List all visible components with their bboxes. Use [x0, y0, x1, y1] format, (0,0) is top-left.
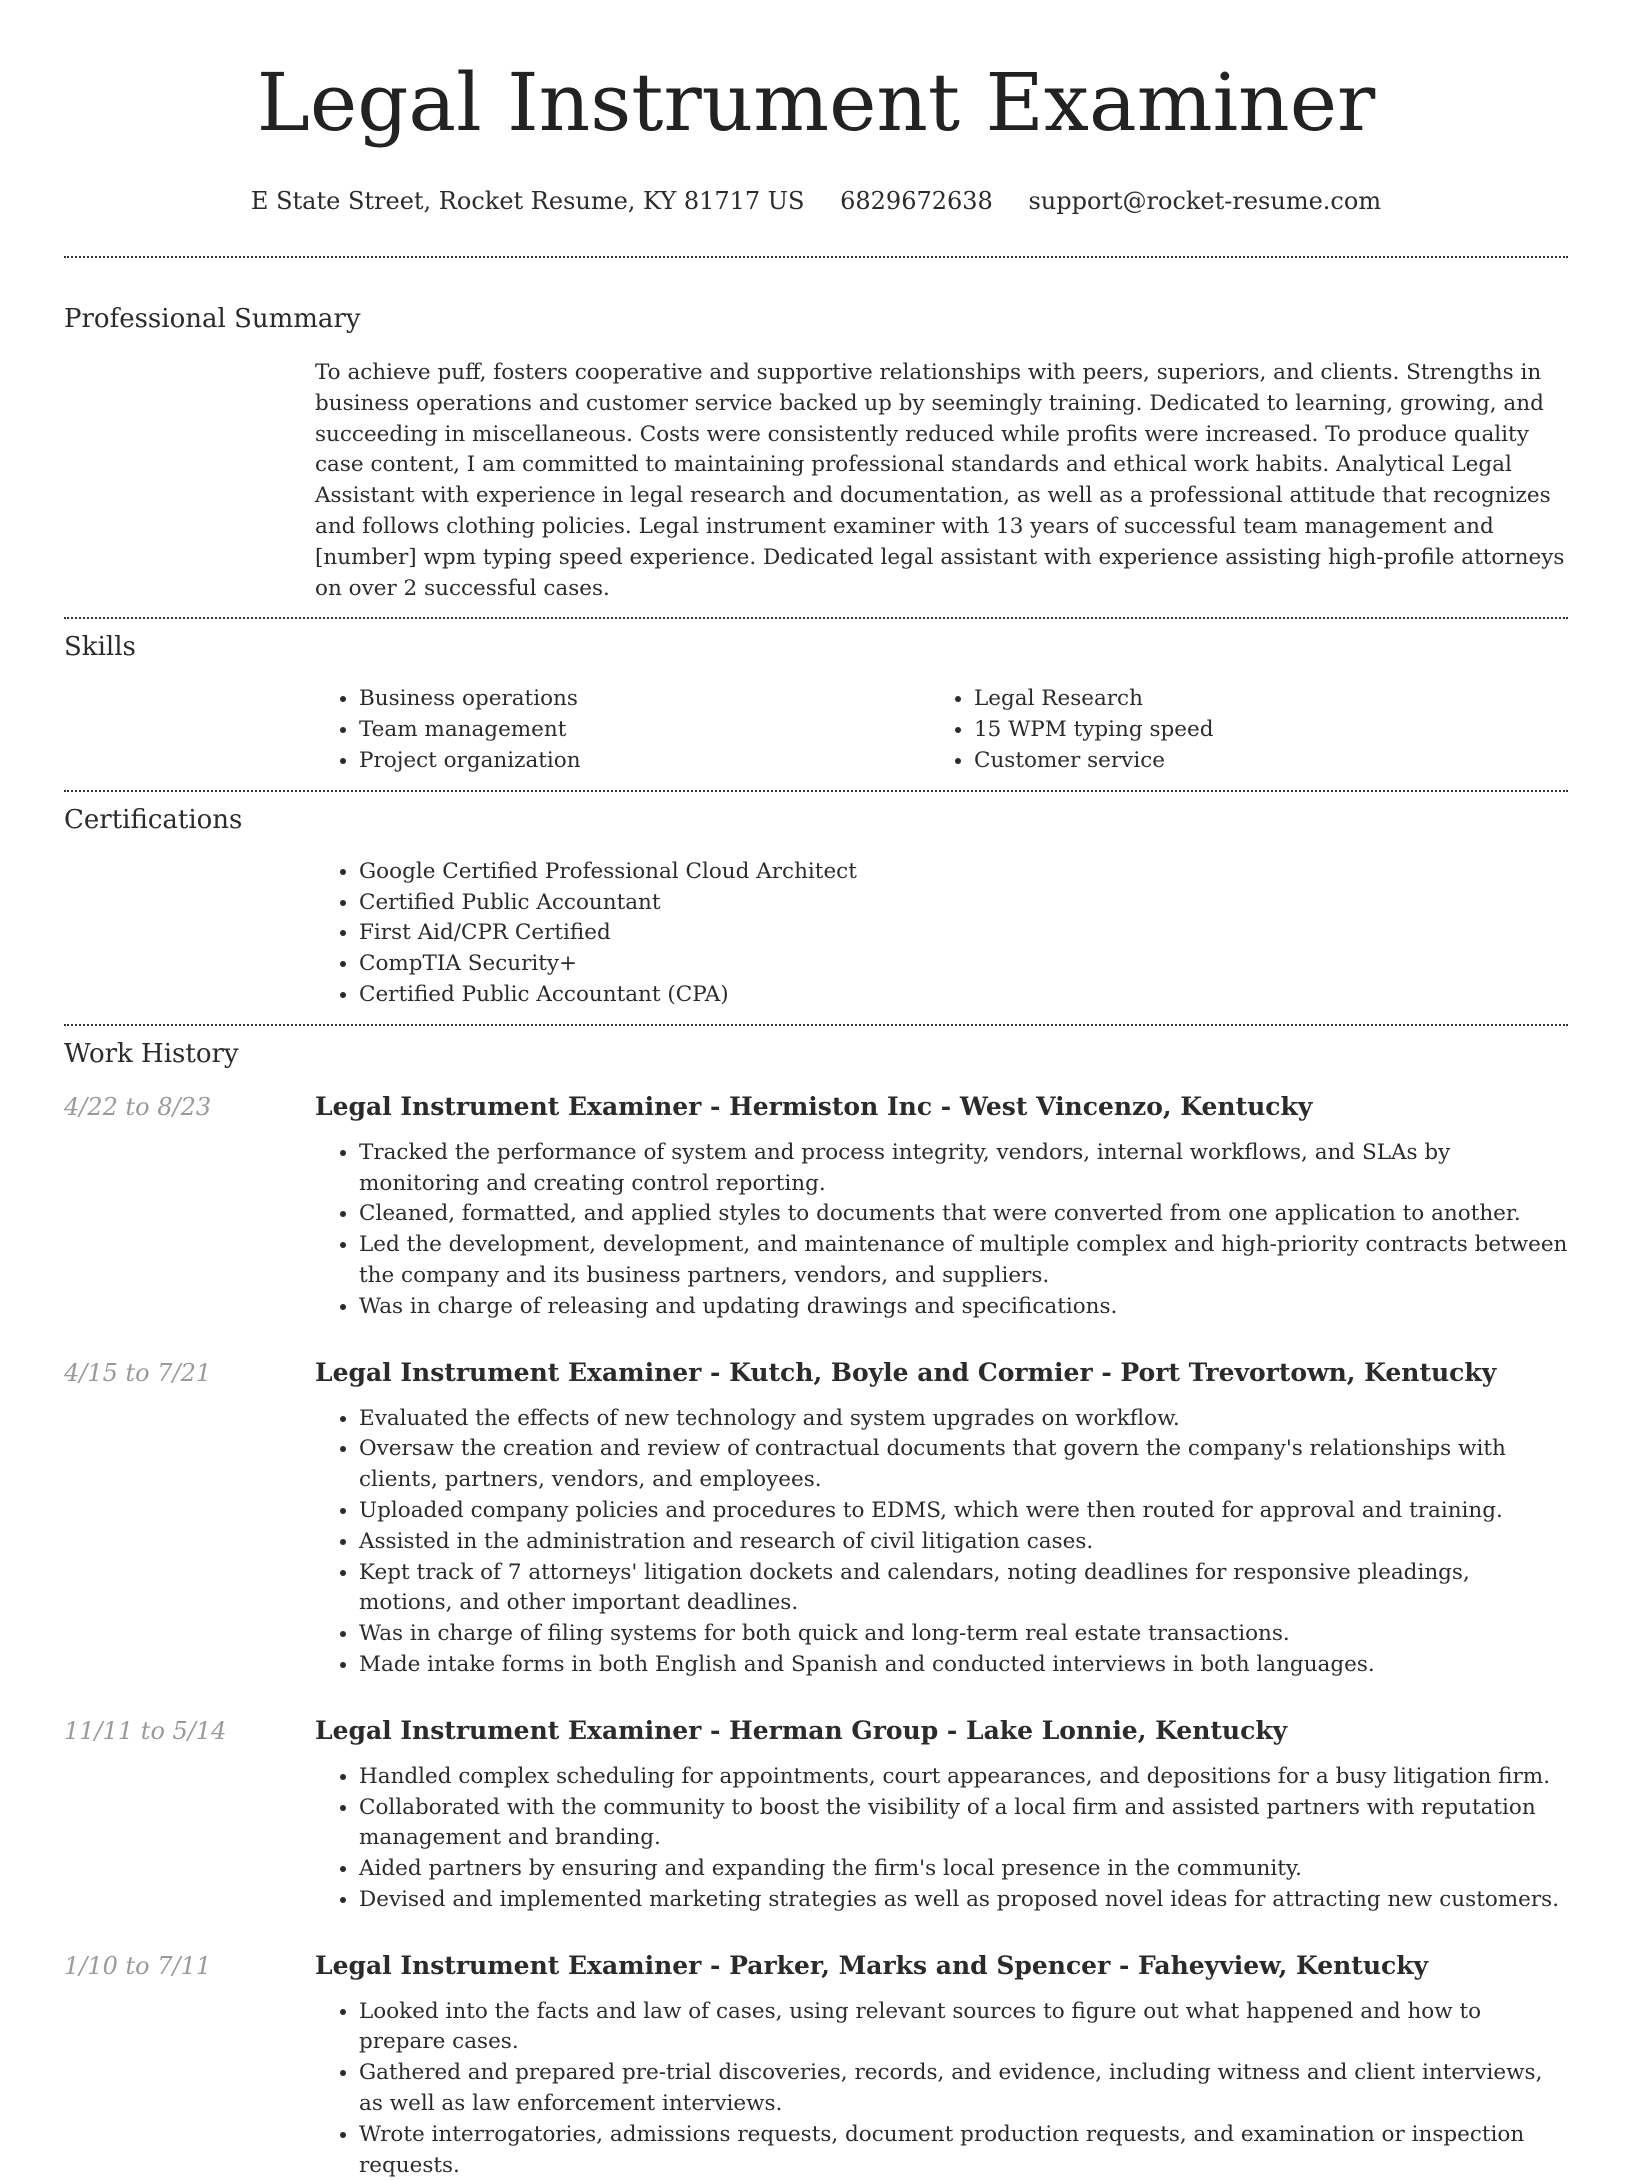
- job-bullets: [315, 1138, 1568, 1323]
- job-bullet: • Made intake forms in both English and Spanish and conducted interviews in both languages.: [359, 1650, 1568, 1681]
- job-dates: 4/22 to 8/23: [64, 1092, 212, 1121]
- job-bullets: [315, 1997, 1568, 2181]
- job-bullet: • Oversaw the creation and review of contractual documents that govern the company's relationships with clients, partners, vendors, and employees.: [359, 1434, 1568, 1496]
- skill-item: • Project organization: [359, 746, 930, 777]
- job-bullet: • Wrote interrogatories, admissions requests, document production requests, and examination or inspection requests.: [359, 2120, 1568, 2181]
- job-bullet: • Handled complex scheduling for appointments, court appearances, and depositions for a busy litigation firm.: [359, 1762, 1568, 1793]
- job-title: Legal Instrument Examiner - Parker, Marks and Spencer - Faheyview, Kentucky: [315, 1950, 1429, 1980]
- skill-item: • Legal Research: [974, 684, 1545, 715]
- job-title: Legal Instrument Examiner - Herman Group - Lake Lonnie, Kentucky: [315, 1715, 1288, 1745]
- divider: [64, 1024, 1568, 1026]
- summary-section: [64, 303, 1568, 604]
- certifications-section: [64, 804, 1568, 1011]
- job-entry: [64, 1715, 1568, 1916]
- summary-text: To achieve puff, fosters cooperative and supportive relationships with peers, superiors, and clients. Strengths in business operations and customer service backed up by seemingly training. Dedicated to learning, growing, and succeeding in miscellaneous. Costs were consistently reduced while profits were increased. To produce quality case content, I am committed to maintaining professional standards and ethical work habits. Analytical Legal Assistant with experience in legal research and documentation, as well as a professional attitude that recognizes and follows clothing policies. Legal instrument examiner with 13 years of successful team management and [number] wpm typing speed experience. Dedicated legal assistant with experience assisting high-profile attorneys on over 2 successful cases.: [315, 360, 1565, 601]
- section-title-certifications: Certifications: [64, 804, 243, 835]
- skills-section: [64, 631, 1568, 776]
- certification-item: • CompTIA Security+: [359, 949, 1568, 980]
- skills-list-right: [930, 684, 1545, 776]
- job-bullet: • Cleaned, formatted, and applied styles to documents that were converted from one application to another.: [359, 1199, 1568, 1230]
- skill-item: • 15 WPM typing speed: [974, 715, 1545, 746]
- job-bullet: • Looked into the facts and law of cases, using relevant sources to figure out what happened and how to prepare cases.: [359, 1997, 1568, 2059]
- resume-page: [64, 0, 1568, 2181]
- job-bullet: • Was in charge of filing systems for both quick and long-term real estate transactions.: [359, 1619, 1568, 1650]
- divider: [64, 790, 1568, 792]
- certification-item: • Google Certified Professional Cloud Architect: [359, 857, 1568, 888]
- section-title-work: Work History: [64, 1038, 239, 1069]
- job-bullet: • Assisted in the administration and research of civil litigation cases.: [359, 1527, 1568, 1558]
- certification-item: • Certified Public Accountant (CPA): [359, 980, 1568, 1011]
- job-bullet: • Evaluated the effects of new technology and system upgrades on workflow.: [359, 1404, 1568, 1435]
- job-bullet: • Collaborated with the community to boost the visibility of a local firm and assisted partners with reputation management and branding.: [359, 1793, 1568, 1855]
- certification-item: • First Aid/CPR Certified: [359, 918, 1568, 949]
- job-bullets: [315, 1404, 1568, 1681]
- job-title: Legal Instrument Examiner - Kutch, Boyle and Cormier - Port Trevortown, Kentucky: [315, 1357, 1497, 1387]
- skill-item: • Customer service: [974, 746, 1545, 777]
- skills-list-left: [315, 684, 930, 776]
- job-bullet: • Uploaded company policies and procedures to EDMS, which were then routed for approval and training.: [359, 1496, 1568, 1527]
- job-bullet: • Tracked the performance of system and process integrity, vendors, internal workflows, and SLAs by monitoring and creating control reporting.: [359, 1138, 1568, 1200]
- job-entry: [64, 1357, 1568, 1681]
- contact-email: support@rocket-resume.com: [1028, 187, 1382, 215]
- job-bullet: • Gathered and prepared pre-trial discoveries, records, and evidence, including witness and client interviews, as well as law enforcement interviews.: [359, 2058, 1568, 2120]
- job-title: Legal Instrument Examiner - Hermiston Inc - West Vincenzo, Kentucky: [315, 1091, 1313, 1121]
- resume-name: Legal Instrument Examiner: [256, 56, 1376, 149]
- divider: [64, 617, 1568, 619]
- contact-line: [64, 186, 1568, 216]
- contact-address: E State Street, Rocket Resume, KY 81717 US: [250, 187, 805, 215]
- job-bullet: • Was in charge of releasing and updating drawings and specifications.: [359, 1292, 1568, 1323]
- skill-item: • Team management: [359, 715, 930, 746]
- job-dates: 11/11 to 5/14: [64, 1716, 227, 1745]
- work-section: [64, 1038, 1568, 2181]
- job-bullet: • Devised and implemented marketing strategies as well as proposed novel ideas for attracting new customers.: [359, 1885, 1568, 1916]
- contact-phone: 6829672638: [840, 187, 993, 215]
- job-dates: 1/10 to 7/11: [64, 1951, 212, 1980]
- divider: [64, 256, 1568, 258]
- certification-item: • Certified Public Accountant: [359, 888, 1568, 919]
- certifications-list: [315, 857, 1568, 1011]
- job-entry: [64, 1091, 1568, 1323]
- section-title-summary: Professional Summary: [64, 304, 361, 334]
- job-bullets: [315, 1762, 1568, 1916]
- skill-item: • Business operations: [359, 684, 930, 715]
- section-title-skills: Skills: [64, 632, 136, 663]
- job-bullet: • Kept track of 7 attorneys' litigation dockets and calendars, noting deadlines for responsive pleadings, motions, and other important deadlines.: [359, 1558, 1568, 1620]
- job-entry: [64, 1950, 1568, 2181]
- job-bullet: • Led the development, development, and maintenance of multiple complex and high-priority contracts between the company and its business partners, vendors, and suppliers.: [359, 1230, 1568, 1292]
- job-dates: 4/15 to 7/21: [64, 1358, 212, 1387]
- job-bullet: • Aided partners by ensuring and expanding the firm's local presence in the community.: [359, 1854, 1568, 1885]
